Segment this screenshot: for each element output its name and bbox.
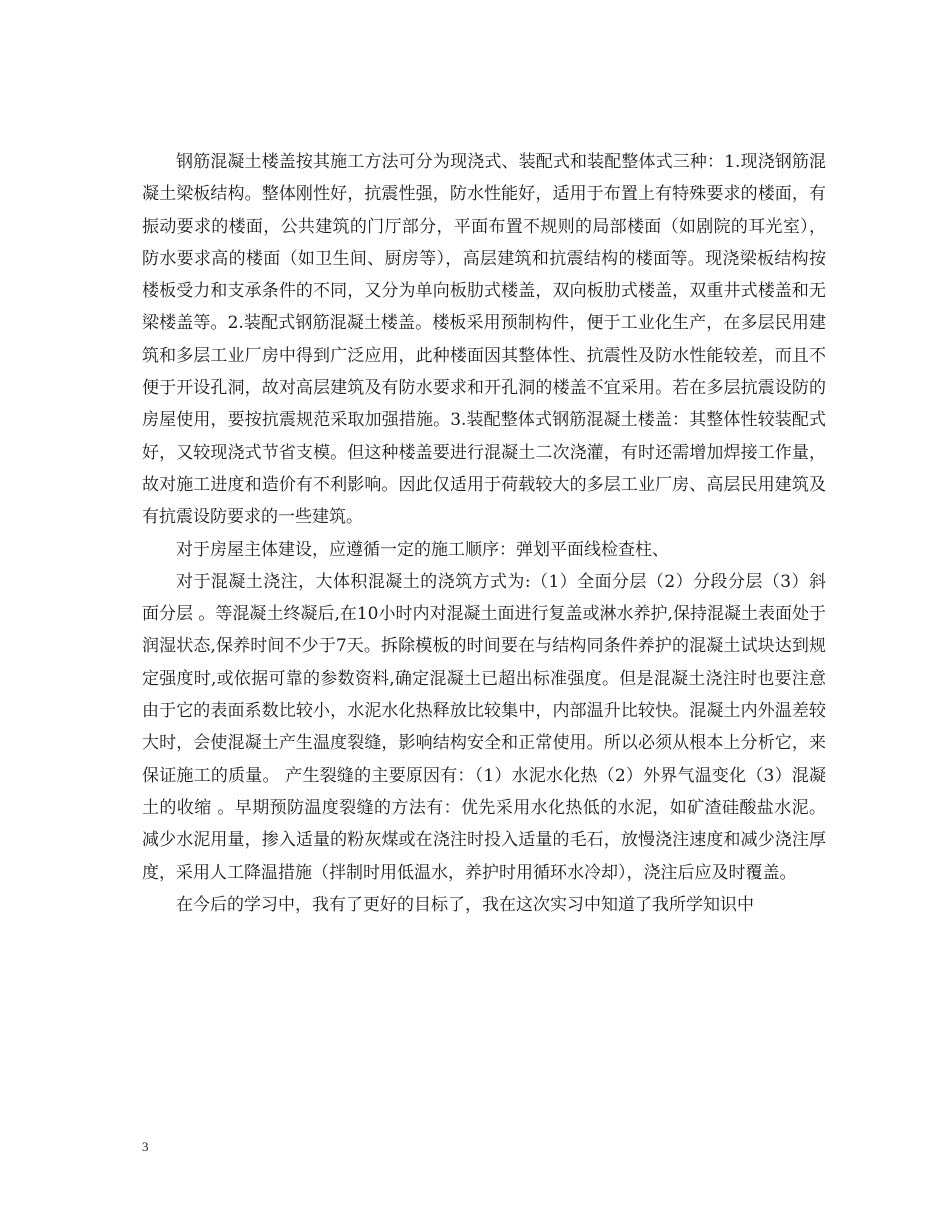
paragraph-floor-systems: 钢筋混凝土楼盖按其施工方法可分为现浇式、装配式和装配整体式三种：1.现浇钢筋混凝土梁板结构。整体刚性好，抗震性强，防水性能好，适用于布置上有特殊要求的楼面，有振动要求的楼面，公共建筑的门厅部分，平面布置不规则的局部楼面（如剧院的耳光室），防水要求高的楼面（如卫生间、厨房等），高层建筑和抗震结构的楼面等。现浇梁板结构按楼板受力和支承条件的不同，又分为单向板肋式楼盖，双向板肋式楼盖，双重井式楼盖和无梁楼盖等。2.装配式钢筋混凝土楼盖。楼板采用预制构件，便于工业化生产，在多层民用建筑和多层工业厂房中得到广泛应用，此种楼面因其整体性、抗震性及防水性能较差，而且不便于开设孔洞，故对高层建筑及有防水要求和开孔洞的楼盖不宜采用。若在多层抗震设防的房屋使用，要按抗震规范采取加强措施。3.装配整体式钢筋混凝土楼盖：其整体性较装配式好，又较现浇式节省支模。但这种楼盖要进行混凝土二次浇灌，有时还需增加焊接工作量，故对施工进度和造价有不利影响。因此仅适用于荷载较大的多层工业厂房、高层民用建筑及有抗震设防要求的一些建筑。 [142,152,826,528]
paragraph-construction-sequence: 对于房屋主体建设，应遵循一定的施工顺序：弹划平面线检查柱、 [176,539,669,560]
paragraph-concrete-pouring: 对于混凝土浇注，大体积混凝土的浇筑方式为:（1）全面分层（2）分段分层（3）斜面分层 。等混凝土终凝后,在10小时内对混凝土面进行复盖或淋水养护,保持混凝土表面处于润湿状态,保养时间不少于7天。拆除模板的时间要在与结构同条件养护的混凝土试块达到规定强度时,或依据可靠的参数资料,确定混凝土已超出标准强度。但是混凝土浇注时也要注意由于它的表面系数比较小，水泥水化热释放比较集中，内部温升比较快。混凝土内外温差较大时，会使混凝土产生温度裂缝，影响结构安全和正常使用。所以必须从根本上分析它，来保证施工的质量。 产生裂缝的主要原因有：（1）水泥水化热（2）外界气温变化（3）混凝土的收缩 。早期预防温度裂缝的方法有：优先采用水化热低的水泥，如矿渣硅酸盐水泥。减少水泥用量，掺入适量的粉灰煤或在浇注时投入适量的毛石，放慢浇注速度和减少浇注厚度，采用人工降温措施（拌制时用低温水，养护时用循环水冷却），浇注后应及时覆盖。 [142,571,826,883]
document-body [142,146,826,921]
paragraph-future-study: 在今后的学习中，我有了更好的目标了，我在这次实习中知道了我所学知识中 [176,894,754,915]
page-number: 3 [142,1139,149,1154]
